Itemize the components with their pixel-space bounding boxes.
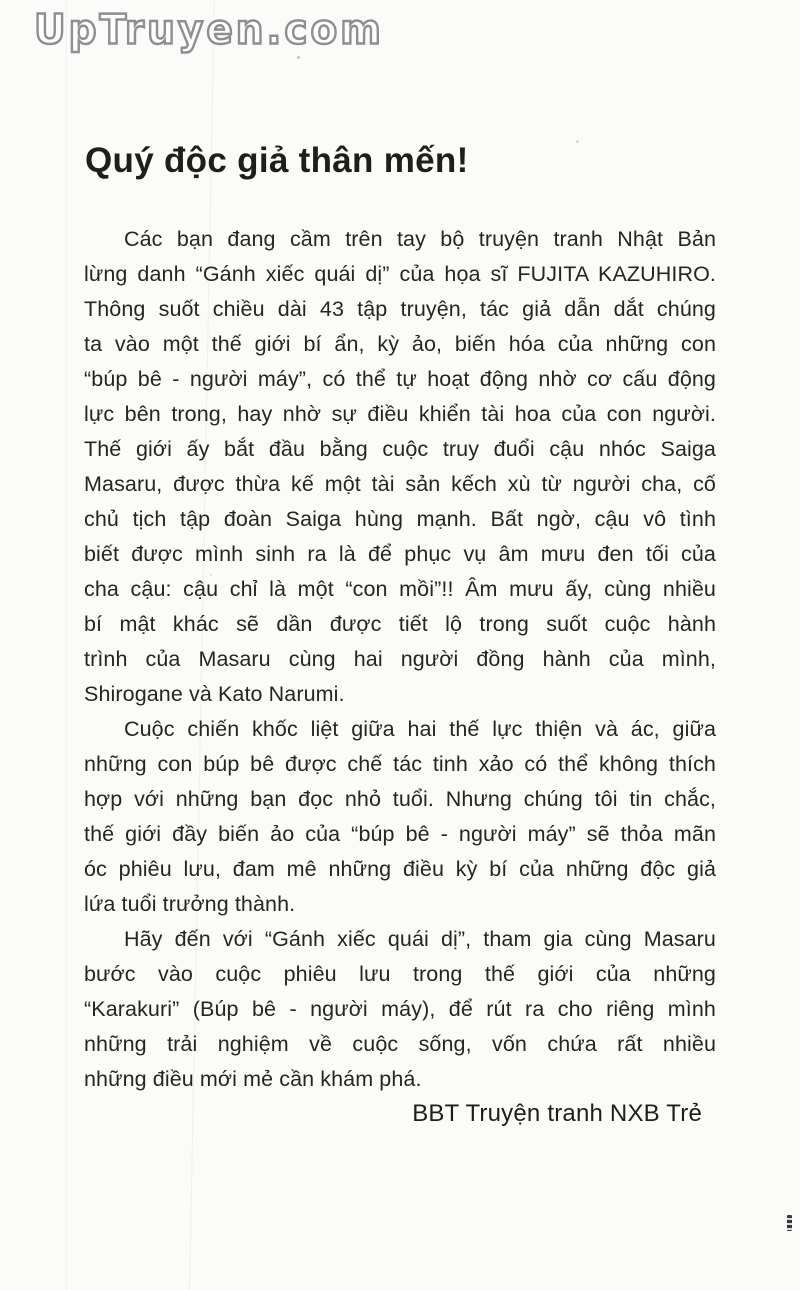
text-line: Các bạn đang cầm trên tay bộ truyện tranh Nhật Bản [124, 227, 716, 251]
text-line: Thông suốt chiều dài 43 tập truyện, tác giả dẫn dắt chúng [84, 297, 716, 321]
text-line: “Karakuri” (Búp bê - người máy), để rút ra cho riêng mình [84, 997, 716, 1021]
text-line: lừng danh “Gánh xiếc quái dị” của họa sĩ FUJITA KAZUHIRO. [84, 262, 716, 286]
text-line: lứa tuổi trưởng thành. [84, 892, 296, 916]
text-line: Hãy đến với “Gánh xiếc quái dị”, tham gia cùng Masaru [124, 927, 716, 951]
text-line: Thế giới ấy bắt đầu bằng cuộc truy đuổi cậu nhóc Saiga [84, 437, 716, 461]
paragraph [84, 222, 716, 712]
text-line: những điều mới mẻ cần khám phá. [84, 1067, 422, 1091]
text-line: trình của Masaru cùng hai người đồng hành của mình, [84, 647, 716, 671]
text-line: cha cậu: cậu chỉ là một “con mồi”!! Âm mưu ấy, cùng nhiều [84, 577, 716, 601]
body-text [84, 222, 716, 1097]
signature-line: BBT Truyện tranh NXB Trẻ [412, 1100, 702, 1127]
scan-noise-speck [297, 56, 300, 59]
scan-fold-line [66, 0, 67, 1290]
text-line: bước vào cuộc phiêu lưu trong thế giới của những [84, 962, 716, 986]
text-line: bí mật khác sẽ dần được tiết lộ trong suốt cuộc hành [84, 612, 716, 636]
paragraph [84, 712, 716, 922]
text-line: Masaru, được thừa kế một tài sản kếch xù từ người cha, cố [84, 472, 716, 496]
text-line: biết được mình sinh ra là để phục vụ âm mưu đen tối của [84, 542, 716, 566]
text-line: thế giới đầy biến ảo của “búp bê - người máy” sẽ thỏa mãn [84, 822, 716, 846]
text-line: Shirogane và Kato Narumi. [84, 682, 345, 706]
text-line: “búp bê - người máy”, có thể tự hoạt động nhờ cơ cấu động [84, 367, 716, 391]
scan-noise-speck [576, 140, 579, 143]
text-line: những con búp bê được chế tác tinh xảo có thể không thích [84, 752, 716, 776]
text-line: óc phiêu lưu, đam mê những điều kỳ bí của những độc giả [84, 857, 716, 881]
text-line: chủ tịch tập đoàn Saiga hùng mạnh. Bất ngờ, cậu vô tình [84, 507, 716, 531]
text-line: những trải nghiệm về cuộc sống, vốn chứa rất nhiều [84, 1032, 716, 1056]
page-title: Quý độc giả thân mến! [85, 141, 469, 180]
text-line: Cuộc chiến khốc liệt giữa hai thế lực thiện và ác, giữa [124, 717, 716, 741]
site-watermark-logo: UpTruyen.com [34, 6, 384, 55]
text-line: lực bên trong, hay nhờ sự điều khiển tài hoa của con người. [84, 402, 716, 426]
text-line: ta vào một thế giới bí ẩn, kỳ ảo, biến hóa của những con [84, 332, 716, 356]
text-line: hợp với những bạn đọc nhỏ tuổi. Nhưng chúng tôi tin chắc, [84, 787, 716, 811]
paragraph [84, 922, 716, 1097]
page-edge-ink-mark [787, 1215, 792, 1231]
